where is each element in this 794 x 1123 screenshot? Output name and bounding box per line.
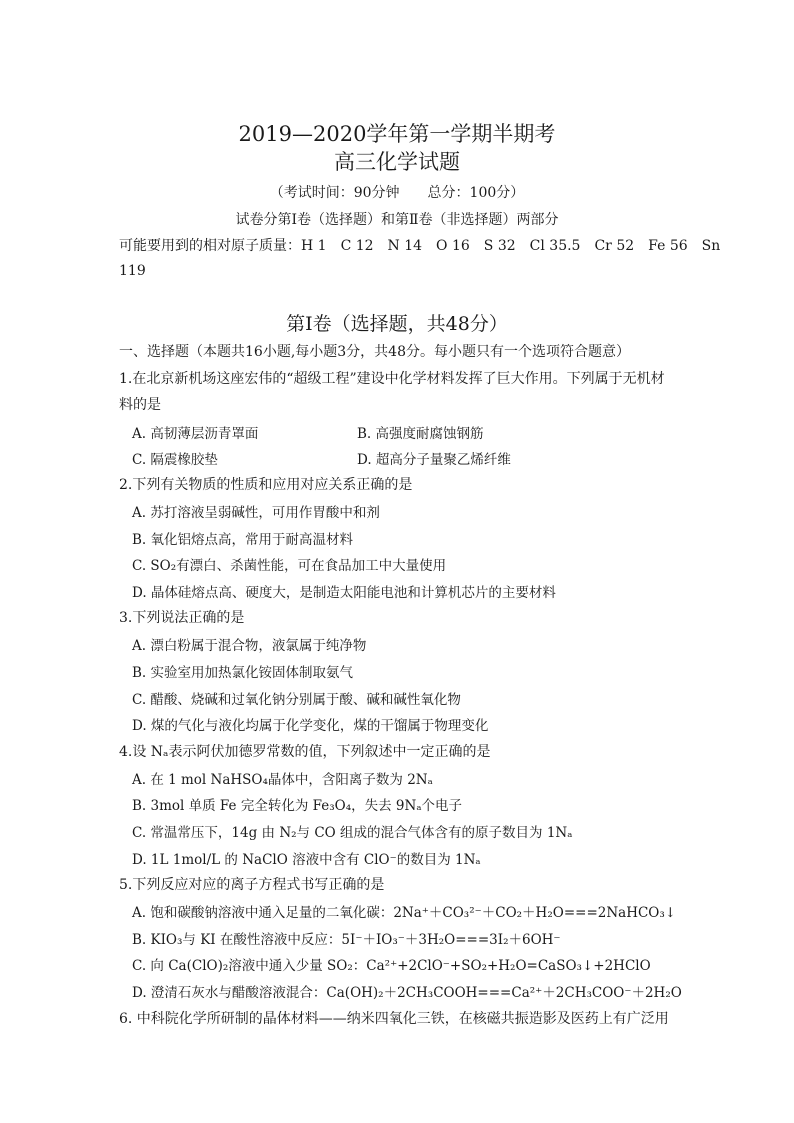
question-5-stem: 5.下列反应对应的离子方程式书写正确的是 xyxy=(119,877,385,893)
question-2-option-a: A. 苏打溶液呈弱碱性，可用作胃酸中和剂 xyxy=(132,505,380,521)
question-2-option-b: B. 氧化铝熔点高，常用于耐高温材料 xyxy=(132,532,354,548)
question-4-option-b: B. 3mol 单质 Fe 完全转化为 Fe₃O₄，失去 9Nₐ个电子 xyxy=(132,798,463,814)
question-1-option-a: A. 高韧薄层沥青罩面 xyxy=(132,426,259,442)
exam-subtitle: 高三化学试题 xyxy=(334,150,460,174)
atomic-mass-line-1: 可能要用到的相对原子质量：H 1 C 12 N 14 O 16 S 32 Cl 35.5 Cr 52 Fe 56 Sn xyxy=(119,238,721,254)
question-4-option-c: C. 常温常压下，14g 由 N₂与 CO 组成的混合气体含有的原子数目为 1Nₐ xyxy=(132,825,573,841)
question-3-option-c: C. 醋酸、烧碱和过氧化钠分别属于酸、碱和碱性氧化物 xyxy=(132,692,461,708)
question-1-option-d: D. 超高分子量聚乙烯纤维 xyxy=(357,452,511,468)
question-3-stem: 3.下列说法正确的是 xyxy=(119,610,245,626)
question-1-stem-cont: 料的是 xyxy=(119,397,161,413)
question-4-option-d: D. 1L 1mol/L 的 NaClO 溶液中含有 ClO⁻的数目为 1Nₐ xyxy=(132,852,481,868)
exam-parts: 试卷分第Ⅰ卷（选择题）和第Ⅱ卷（非选择题）两部分 xyxy=(235,212,559,228)
question-2-stem: 2.下列有关物质的性质和应用对应关系正确的是 xyxy=(119,477,413,493)
question-1-stem: 1.在北京新机场这座宏伟的“超级工程”建设中化学材料发挥了巨大作用。下列属于无机材 xyxy=(119,371,665,387)
question-2-option-d: D. 晶体硅熔点高、硬度大，是制造太阳能电池和计算机芯片的主要材料 xyxy=(132,585,556,601)
section-title: 第Ⅰ卷（选择题，共48分） xyxy=(286,313,508,335)
question-1-option-b: B. 高强度耐腐蚀钢筋 xyxy=(357,426,484,442)
atomic-mass-line-2: 119 xyxy=(119,263,146,279)
question-1-option-c: C. 隔震橡胶垫 xyxy=(132,452,218,468)
question-3-option-d: D. 煤的气化与液化均属于化学变化，煤的干馏属于物理变化 xyxy=(132,718,489,734)
exam-title: 2019—2020学年第一学期半期考 xyxy=(238,122,556,146)
question-5-option-a: A. 饱和碳酸钠溶液中通入足量的二氧化碳：2Na⁺＋CO₃²⁻＋CO₂＋H₂O===2NaHCO₃↓ xyxy=(132,905,677,921)
question-3-option-a: A. 漂白粉属于混合物，液氯属于纯净物 xyxy=(132,638,367,654)
question-5-option-d: D. 澄清石灰水与醋酸溶液混合：Ca(OH)₂＋2CH₃COOH===Ca²⁺＋2CH₃COO⁻＋2H₂O xyxy=(132,985,682,1001)
question-5-option-c: C. 向 Ca(ClO)₂溶液中通入少量 SO₂：Ca²⁺+2ClO⁻+SO₂+H₂O=CaSO₃↓+2HClO xyxy=(132,958,651,974)
exam-info: （考试时间：90分钟 总分：100分） xyxy=(269,185,525,201)
question-5-option-b: B. KIO₃与 KI 在酸性溶液中反应：5I⁻＋IO₃⁻＋3H₂O===3I₂＋6OH⁻ xyxy=(132,932,561,948)
section-instruction: 一、选择题（本题共16小题,每小题3分，共48分。每小题只有一个选项符合题意） xyxy=(119,344,630,360)
question-2-option-c: C. SO₂有漂白、杀菌性能，可在食品加工中大量使用 xyxy=(132,558,447,574)
question-4-option-a: A. 在 1 mol NaHSO₄晶体中，含阳离子数为 2Nₐ xyxy=(132,772,433,788)
question-3-option-b: B. 实验室用加热氯化铵固体制取氨气 xyxy=(132,665,354,681)
question-6-stem: 6. 中科院化学所研制的晶体材料——纳米四氧化三铁，在核磁共振造影及医药上有广泛用 xyxy=(119,1011,669,1027)
question-4-stem: 4.设 Nₐ表示阿伏加德罗常数的值，下列叙述中一定正确的是 xyxy=(119,744,491,760)
